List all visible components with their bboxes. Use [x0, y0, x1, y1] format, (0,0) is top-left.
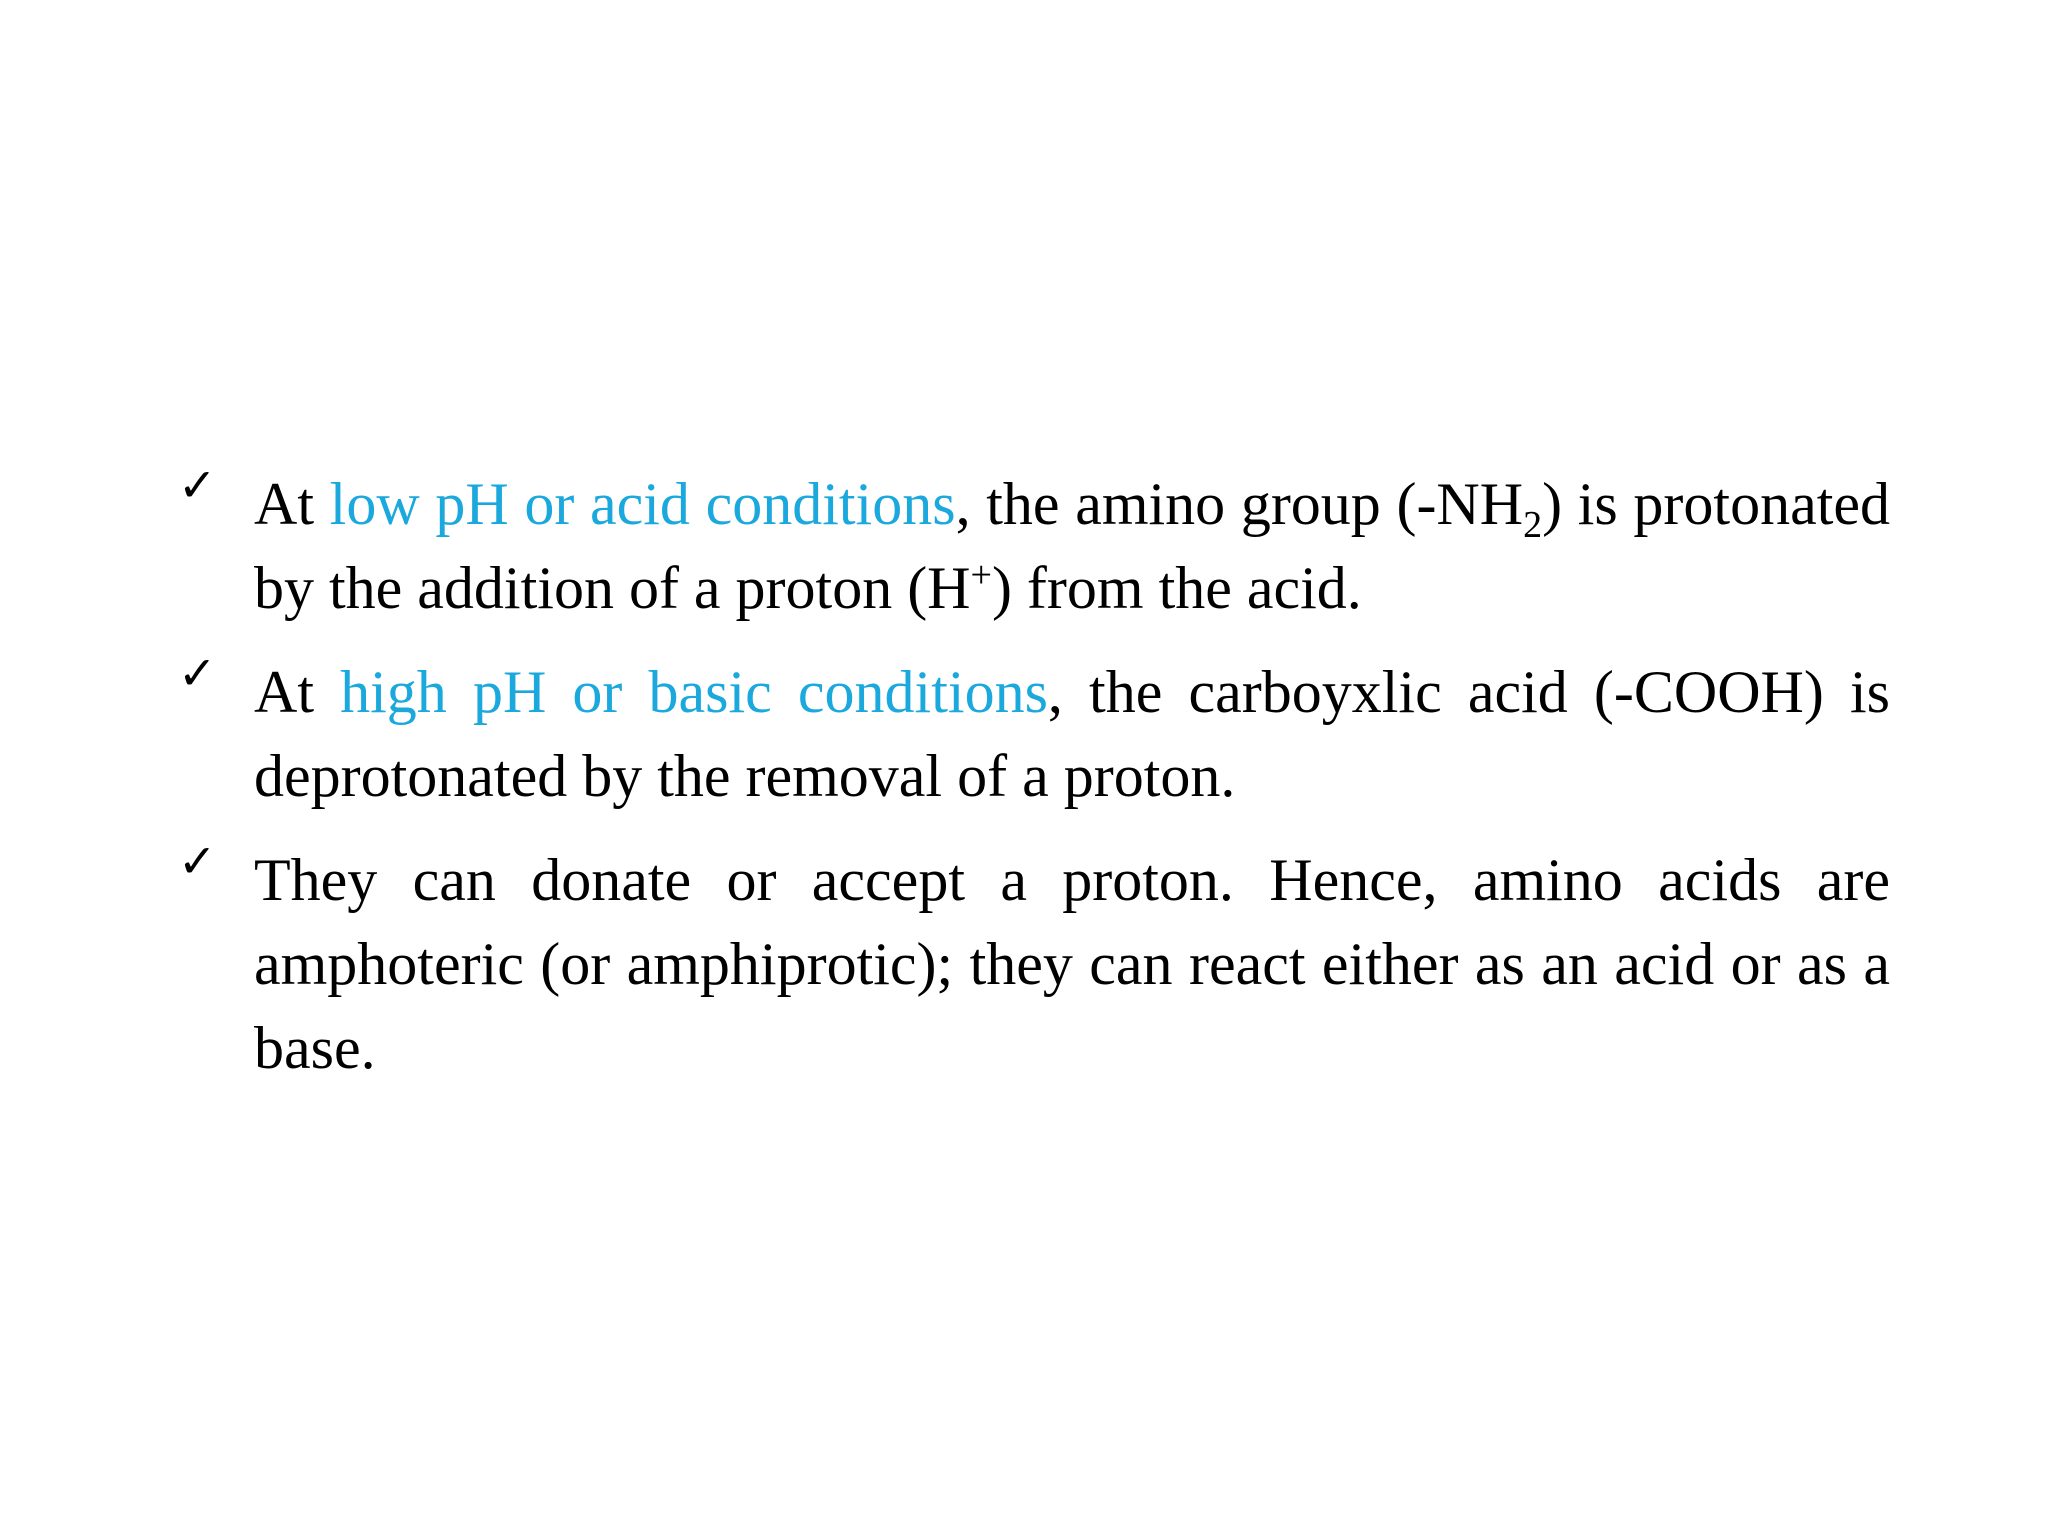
text-segment: ) from the acid. — [991, 555, 1362, 621]
superscript: + — [970, 554, 992, 596]
text-segment: , the carboyxlic acid (-COOH) is deprotonated by the removal of a proton. — [254, 659, 1890, 809]
check-icon: ✓ — [178, 458, 217, 512]
bullet-text — [254, 650, 1890, 818]
bullet-list — [178, 458, 1891, 1110]
check-icon: ✓ — [178, 834, 217, 888]
check-icon: ✓ — [178, 646, 217, 700]
subscript: 2 — [1523, 504, 1543, 546]
text-segment: They can donate or accept a proton. Hence, amino acids are amphoteric (or amphiprotic); they can react either as an acid or as a base. — [254, 847, 1890, 1081]
bullet-text — [254, 838, 1890, 1090]
text-segment: ) is protonated by the addition of a proton (H — [254, 471, 1891, 621]
bullet-item-low-ph — [178, 458, 1891, 630]
text-segment: At — [254, 659, 341, 725]
highlighted-phrase: low pH or acid conditions — [329, 471, 956, 537]
text-segment: At — [254, 471, 330, 537]
bullet-item-high-ph — [178, 646, 1890, 818]
bullet-text — [254, 462, 1890, 630]
text-segment: , the amino group (-NH — [955, 471, 1524, 537]
bullet-item-amphoteric — [178, 834, 1890, 1090]
highlighted-phrase: high pH or basic conditions — [340, 659, 1048, 725]
